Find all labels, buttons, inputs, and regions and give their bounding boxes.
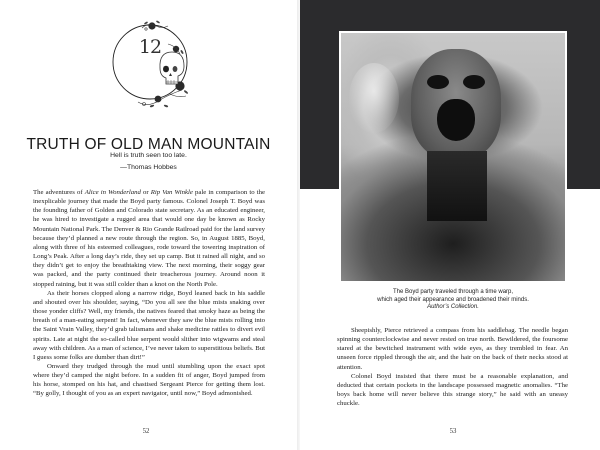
mummified-head — [411, 49, 501, 159]
book-title-rip-van-winkle: Rip Van Winkle — [150, 189, 193, 196]
ghostly-face — [349, 63, 399, 133]
epigraph-attribution: —Thomas Hobbes — [120, 164, 177, 171]
skull-rose-wreath-icon — [108, 16, 198, 116]
caption-line: The Boyd party traveled through a time warp, — [392, 289, 514, 295]
chapter-number: 12 — [138, 36, 162, 58]
text-run: The adventures of — [33, 189, 85, 196]
eye-socket — [427, 75, 449, 89]
text-run: pale in comparison to the inexplicable journey that made the Boyd party famous. Colonel Joseph T. Boyd was the founding father of Golden and Colorado state secretary. As an educated engineer, he was hired to investigate a rugged area that would one day be known as Rocky Mountain National Park. The Denver & Rio Grande Railroad paid for the land survey because they’d planned a new route through the region. So, in August 1885, Boyd, along with three of his esteemed colleagues, rode toward the towering inspiration of Long’s Peak. After a long day’s ride, they set up camp. But it rained all night, and so they didn’t get to enjoy the breathtaking view. The next morning, their soggy gear was packed, and the party continued their treacherous journey. Around noon it stopped raining, but it was still colder than a knot on the North Pole. — [33, 189, 266, 288]
paragraph: Onward they trudged through the mud until stumbling upon the exact spot where they’d camped the night before. In a sudden fit of anger, Boyd jumped from his horse, stomped on his hat, and chastised Sergeant Pierce for getting them lost. “By golly, I thought of you as an expert navigator, until now,” Boyd admonished. — [33, 362, 265, 398]
paragraph — [33, 188, 265, 289]
page-number-right: 53 — [449, 428, 457, 435]
right-body-text — [337, 326, 568, 408]
paragraph: As their horses clopped along a narrow ridge, Boyd leaned back in his saddle and shouted over his shoulder, saying, “Do you all see the blue mists snaking over those yonder cliffs? Well, my friends, the natives feared that smoky haze as being the breath of a man-eating serpent! In fact, whenever they saw the blue mists rolling into the Saint Vrain Valley, they’d grab talismans and shake medicine rattles to divert evil spirits. Late at night the so-called blue serpent would slither into wigwams and steal away with children. As a man of science, I’ve never taken to superstitious beliefs. But I guess some folks are dumber than dirt!” — [33, 289, 265, 361]
paragraph: Colonel Boyd insisted that there must be a reasonable explanation, and deducted that certain pockets in the landscape possessed magnetic anomalies. “The boys back home will never believe this strange story,” he said with an uneasy chuckle. — [337, 372, 568, 408]
photo-credit: Author’s Collection. — [427, 304, 479, 311]
epigraph — [0, 150, 297, 174]
left-page — [0, 0, 297, 450]
book-title-alice: Alice in Wonderland — [84, 189, 141, 196]
caption-line: which aged their appearance and broadened their minds. — [377, 296, 529, 303]
chapter-emblem — [108, 16, 198, 116]
epigraph-quote: Hell is truth seen too late. — [110, 152, 187, 159]
page-number-left: 52 — [142, 428, 150, 435]
figure-photo — [339, 31, 567, 283]
chapter-title: TRUTH OF OLD MAN MOUNTAIN — [26, 136, 271, 154]
left-body-text — [33, 188, 265, 399]
figure-caption — [330, 289, 576, 312]
open-mouth — [437, 99, 475, 141]
eye-socket — [463, 75, 485, 89]
text-run: or — [140, 189, 151, 196]
screaming-mummy-photo-icon — [341, 33, 565, 281]
neck — [427, 151, 487, 221]
paragraph: Sheepishly, Pierce retrieved a compass from his saddlebag. The needle began spinning counterclockwise and never rested on true north. Bewildered, the foursome stared at the bewitched instrument with wide eyes, as they trembled in fear. An unseen force rippled through the air, and the hair on the back of their necks stood at attention. — [337, 327, 568, 371]
